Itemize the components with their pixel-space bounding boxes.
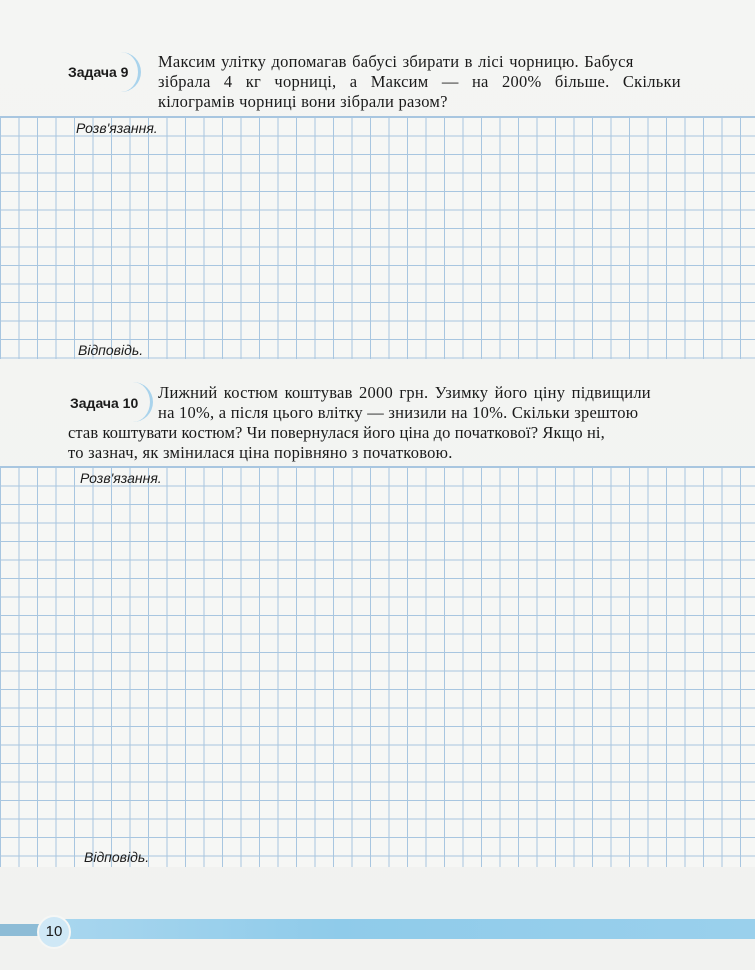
task-10-line-3: став коштувати костюм? Чи повернулася його ціна до початкової? Якщо ні, <box>68 423 605 442</box>
task-9-line-3: кілограмів чорниці вони зібрали разом? <box>158 92 448 111</box>
task-10-solution-grid[interactable] <box>0 466 755 867</box>
task-9-line-2: зібрала 4 кг чорниці, а Максим — на 200% більше. Скільки <box>158 72 681 91</box>
task-10-arc-decoration <box>120 382 153 422</box>
task-10-answer-label: Відповідь. <box>84 849 150 865</box>
page-number-badge: 10 <box>37 915 71 949</box>
task-10-text-top <box>158 383 651 423</box>
task-10-line-2: на 10%, а після цього влітку — знизили на 10%. Скільки зрештою <box>158 403 639 422</box>
task-9-text <box>158 52 681 112</box>
task-9-label: Задача 9 <box>68 64 129 80</box>
task-9-solution-grid[interactable] <box>0 116 755 359</box>
task-10-solution-label: Розв'язання. <box>80 470 162 486</box>
task-9-line-1: Максим улітку допомагав бабусі збирати в лісі чорницю. Бабуся <box>158 52 634 71</box>
task-9-arc-decoration <box>108 52 141 92</box>
task-10-line-1: Лижний костюм коштував 2000 грн. Узимку його ціну підвищили <box>158 383 651 402</box>
task-10-label: Задача 10 <box>70 395 139 411</box>
task-10-line-4: то зазнач, як змінилася ціна порівняно з початковою. <box>68 443 453 462</box>
task-10-text-bottom <box>68 423 605 463</box>
task-9-solution-label: Розв'язання. <box>76 120 158 136</box>
task-9-answer-label: Відповідь. <box>78 342 144 358</box>
footer-bar <box>60 919 755 939</box>
